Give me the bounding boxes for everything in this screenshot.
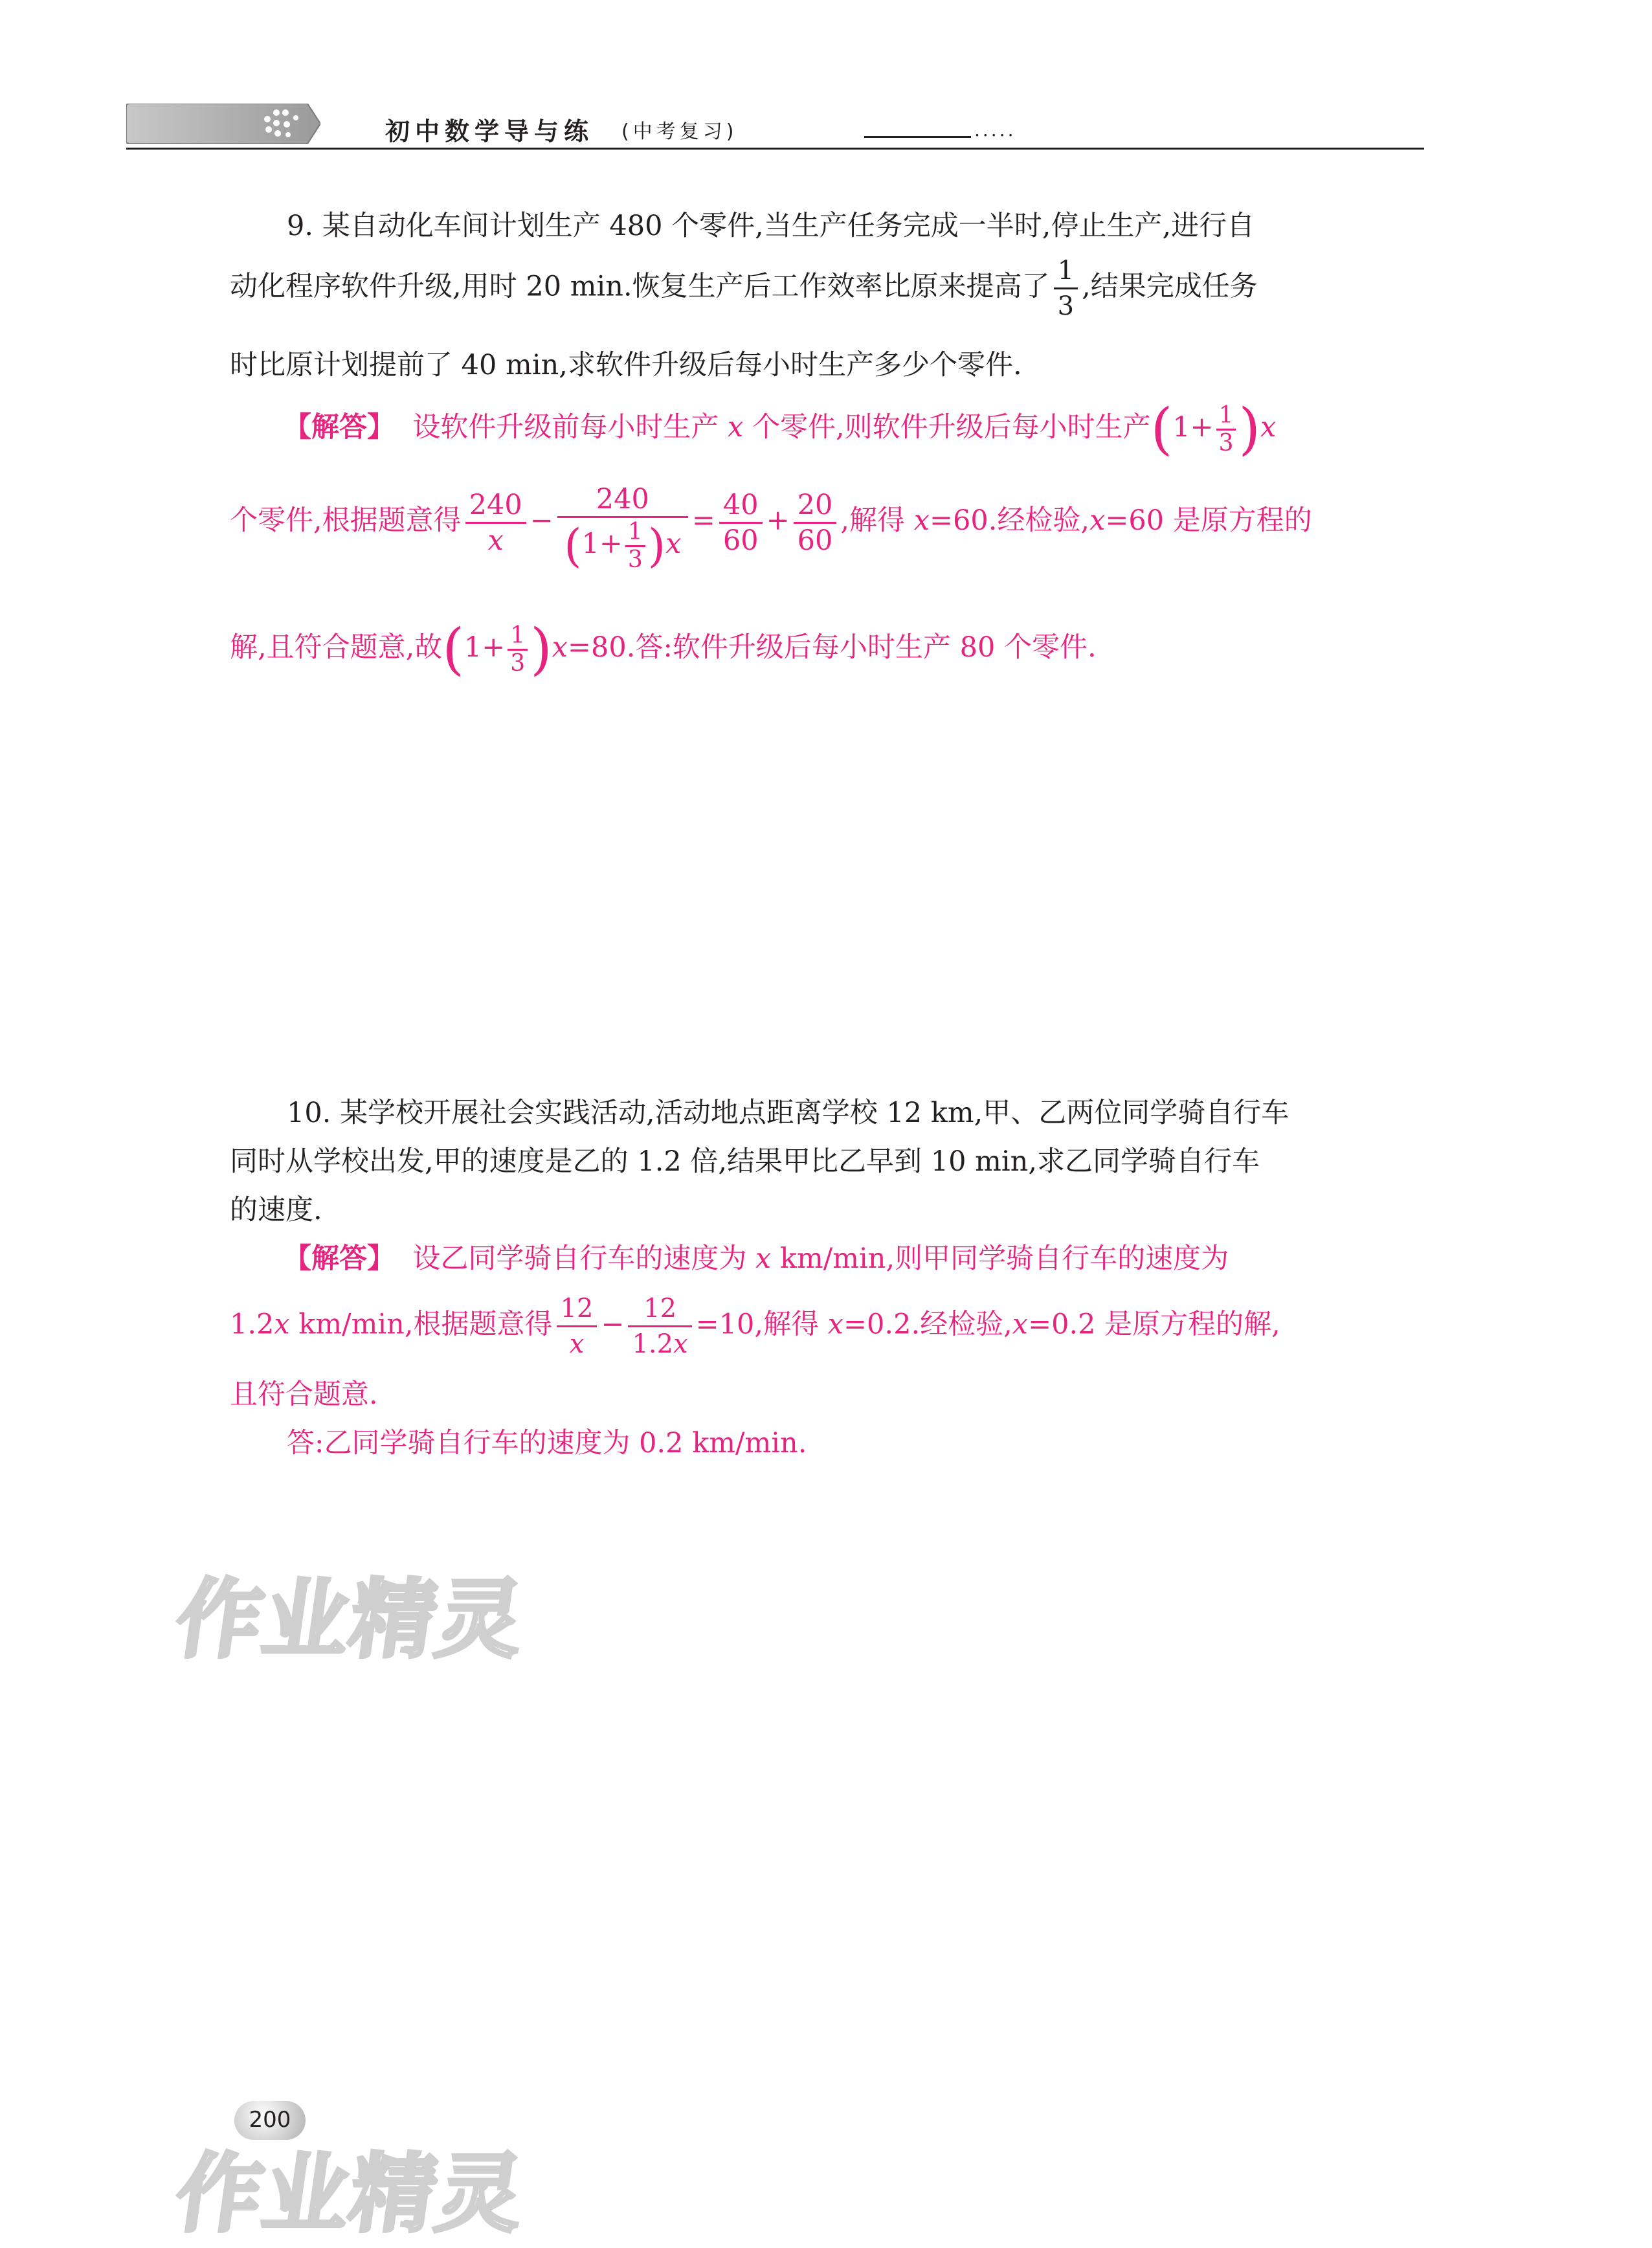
q9-answer-line-1: 【解答】 设软件升级前每小时生产 x 个零件,则软件升级后每小时生产(1+ $\frac{1}{3}$ )x: [284, 397, 1277, 462]
fraction-20-over-60: $\frac{20}{60}$: [794, 488, 837, 557]
header-tab-shape: [126, 104, 320, 144]
fraction-240-over-compound: 240 (1+ $\frac{1}{3}$ )x: [557, 482, 688, 574]
fraction-12-over-1.2x: $\frac{12}{1.2x}$: [628, 1292, 691, 1361]
fraction-240-over-x: $\frac{240}{x}$: [465, 488, 526, 557]
q10-line-2: 同时从学校出发,甲的速度是乙的 1.2 倍,结果甲比乙早到 10 min,求乙同学骑自行车: [230, 1145, 1260, 1178]
header-short-line: [864, 136, 971, 138]
answer-tag: 【解答】: [284, 1242, 395, 1275]
watermark-bottom: 作业精灵: [170, 2144, 531, 2244]
one-third-fraction: $\frac{1}{3}$: [1054, 254, 1078, 323]
page-number: 200: [249, 2107, 291, 2133]
answer-tag: 【解答】: [284, 411, 395, 444]
q9-line-2: [230, 254, 1431, 323]
book-subtitle: (中考复习): [621, 120, 738, 143]
q10-answer-line-2: 1.2x km/min,根据题意得 $\frac{12}{x}$ − $\frac{12}{1.2x}$ =10,解得 x=0.2.经检验,x=0.2 是原方程的解,: [230, 1292, 1431, 1361]
fraction-12-over-x: $\frac{12}{x}$: [557, 1292, 597, 1361]
q9-answer-line-2: 个零件,根据题意得 $\frac{240}{x}$ − 240 (1+ $\frac{1}{3}$ )x = $\frac{40}{60}$ + $\frac{20}{60}$ ,解得 x=60.经检验,x=60 是原方程的: [230, 483, 1312, 573]
q10-answer-line-4: 答:乙同学骑自行车的速度为 0.2 km/min.: [287, 1427, 807, 1459]
q9-line-2a: 动化程序软件升级,用时 20 min.恢复生产后工作效率比原来提高了: [230, 270, 1050, 303]
fraction-40-over-60: $\frac{40}{60}$: [719, 488, 763, 557]
q9-line-2b: ,结果完成任务: [1082, 270, 1258, 303]
q10-answer-line-3: 且符合题意.: [230, 1378, 378, 1411]
q10-line-3: 的速度.: [230, 1194, 322, 1226]
book-title: 初中数学导与练: [385, 117, 594, 146]
variable-x: x: [728, 411, 744, 444]
q9-line-3: 时比原计划提前了 40 min,求软件升级后每小时生产多少个零件.: [230, 349, 1022, 381]
q10-answer-line-1: 【解答】 设乙同学骑自行车的速度为 x km/min,则甲同学骑自行车的速度为: [284, 1242, 1229, 1275]
header-dots: .....: [974, 119, 1016, 140]
header-rule: [126, 148, 1424, 150]
q9-answer-line-3: 解,且符合题意,故(1+ $\frac{1}{3}$ )x=80.答:软件升级后每小时生产 80 个零件.: [230, 617, 1097, 682]
q10-line-1: 10. 某学校开展社会实践活动,活动地点距离学校 12 km,甲、乙两位同学骑自行车: [287, 1097, 1289, 1129]
q9-line-1: 9. 某自动化车间计划生产 480 个零件,当生产任务完成一半时,停止生产,进行自: [287, 210, 1255, 242]
watermark-middle: 作业精灵: [170, 1570, 531, 1670]
